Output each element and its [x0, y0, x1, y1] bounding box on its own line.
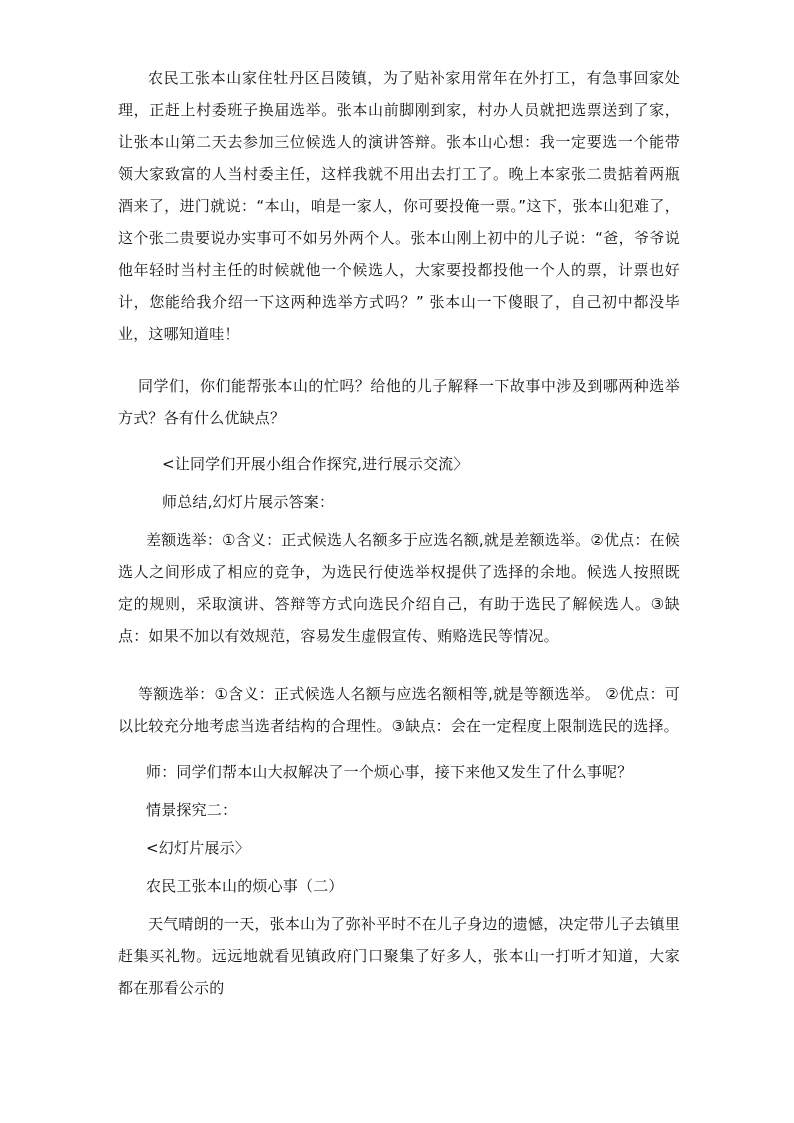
paragraph-text: 等额选举：①含义：正式候选人名额与应选名额相等,就是等额选举。 ②优点：可以比较充分地考虑当选者结构的合理性。③缺点：会在一定程度上限制选民的选择。 — [118, 685, 680, 735]
story-paragraph-1 — [118, 62, 680, 350]
paragraph-text: <让同学们开展小组合作探究,进行展示交流〉 — [162, 455, 469, 473]
scenario-heading — [118, 794, 680, 826]
paragraph-text: 农民工张本山的烦心事（二） — [146, 877, 344, 895]
paragraph-text: <幻灯片展示〉 — [146, 839, 250, 857]
paragraph-text: 同学们，你们能帮张本山的忙吗？给他的儿子解释一下故事中涉及到哪两种选举方式？各有什么优缺点？ — [118, 377, 680, 427]
teacher-transition-paragraph — [118, 756, 680, 788]
story-paragraph-2 — [118, 908, 680, 1004]
equal-election-paragraph — [118, 678, 680, 742]
paragraph-text: 天气晴朗的一天，张本山为了弥补平时不在儿子身边的遗憾，决定带儿子去镇里赶集买礼物。远远地就看见镇政府门口聚集了好多人，张本山一打听才知道，大家都在那看公示的 — [118, 915, 681, 997]
paragraph-text: 情景探究二： — [146, 801, 238, 819]
differential-election-paragraph — [118, 524, 680, 652]
paragraph-text: 师总结,幻灯片展示答案： — [162, 493, 335, 511]
paragraph-text: 差额选举：①含义：正式候选人名额多于应选名额,就是差额选举。②优点：在候选人之间形成了相应的竞争，为选民行使选举权提供了选择的余地。候选人按照既定的规则，采取演讲、答辩等方式向选民介绍自己，有助于选民了解候选人。③缺点：如果不加以有效规范，容易发生虚假宣传、贿赂选民等情况。 — [118, 531, 680, 645]
story-title-2 — [118, 870, 680, 902]
slide-display-note — [118, 832, 680, 864]
activity-note — [118, 448, 680, 480]
paragraph-text: 师：同学们帮本山大叔解决了一个烦心事，接下来他又发生了什么事呢？ — [146, 763, 633, 781]
paragraph-text: 农民工张本山家住牡丹区吕陵镇，为了贴补家用常年在外打工，有急事回家处理，正赶上村委班子换届选举。张本山前脚刚到家，村办人员就把选票送到了家，让张本山第二天去参加三位候选人的演讲答辩。张本山心想：我一定要选一个能带领大家致富的人当村委主任，这样我就不用出去打工了。晚上本家张二贵掂着两瓶酒来了，进门就说：“本山，咱是一家人，你可要投俺一票。”这下，张本山犯难了，这个张二贵要说办实事可不如另外两个人。张本山刚上初中的儿子说：“爸，爷爷说他年轻时当村主任的时候就他一个候选人，大家要投都投他一个人的票，计票也好计，您能给我介绍一下这两种选举方式吗？” 张本山一下傻眼了，自己初中都没毕业，这哪知道哇！ — [118, 69, 680, 343]
question-paragraph — [118, 370, 680, 434]
teacher-summary-heading — [118, 486, 680, 518]
